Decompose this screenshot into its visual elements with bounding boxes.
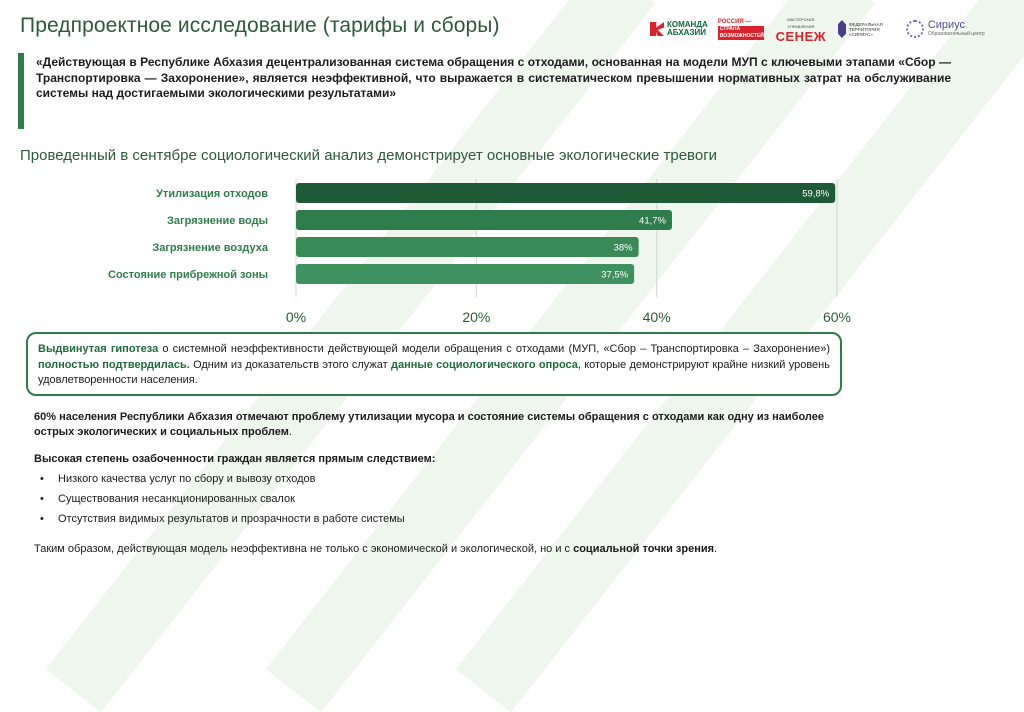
hypothesis-quote: «Действующая в Республике Абхазия децентрализованная система обращения с отходами, основанная на модели МУП с ключевыми этапами «Сбор — Транспортировка — Захоронение», является неэффективной, что выражается в систематическом превышении нормативных затрат на обслуживание системы над достигаемыми экологическими результатами» <box>36 55 951 100</box>
sirius-logo-text: Сириус <box>927 19 966 31</box>
reasons-list <box>34 473 634 526</box>
summary-tail: . <box>288 426 292 438</box>
section-subtitle: Проведенный в сентябре социологический анализ демонстрирует основные экологические тревоги <box>20 147 718 164</box>
hypothesis-callout-box <box>26 332 842 396</box>
komanda-logo-text: АБХАЗИИ <box>667 28 706 37</box>
data-label: 37,5% <box>601 269 629 281</box>
russia-logo-text: ВОЗМОЖНОСТЕЙ <box>719 32 764 39</box>
bar <box>296 210 672 230</box>
callout-highlight: данные социологического опроса <box>390 358 578 371</box>
reasons-title: Высокая степень озабоченности граждан является прямым следствием: <box>34 453 436 465</box>
list-item: • Низкого качества услуг по сбору и вывозу отходов <box>58 473 634 486</box>
x-tick-label: 0% <box>285 309 307 325</box>
callout-text: , которые демонстрируют крайне низкий уровень удовлетворенности населения. <box>38 358 830 386</box>
bar <box>296 264 634 284</box>
category-label: Загрязнение воды <box>167 215 268 227</box>
callout-highlight: Выдвинутая гипотеза <box>38 343 159 355</box>
senezh-logo-text: МАСТЕРСКАЯ УПРАВЛЕНИЯ <box>787 16 815 29</box>
conclusion-tail: . <box>714 543 718 555</box>
senezh-logo-text: СЕНЕЖ <box>775 28 826 44</box>
reasons-block <box>34 453 634 533</box>
data-label: 59,8% <box>802 188 830 200</box>
category-label: Состояние прибрежной зоны <box>108 269 268 281</box>
list-item: • Существования несанкционированных свалок <box>58 493 634 506</box>
callout-text: о системной неэффективности действующей модели обращения с отходами (МУП, «Сбор – Транспортировка – Захоронение») <box>158 343 830 355</box>
russia-logo-text: СТРАНА <box>718 26 764 33</box>
conclusion-bold: социальной точки зрения <box>573 543 715 555</box>
conclusion-lead: Таким образом, действующая модель неэффективна не только с экономической и экологической, но и с <box>34 543 574 555</box>
data-label: 41,7% <box>639 215 666 227</box>
x-tick-label: 40% <box>642 309 671 325</box>
russia-logo-text: РОССИЯ — <box>717 18 752 25</box>
x-tick-label: 20% <box>462 309 491 325</box>
list-item: • Отсутствия видимых результатов и прозрачности в работе системы <box>58 513 634 526</box>
callout-highlight: полностью подтвердилась. <box>38 358 190 371</box>
conclusion-text <box>34 543 834 555</box>
sirius-logo-subtext: Образовательный центр <box>927 31 985 37</box>
category-label: Утилизация отходов <box>156 188 268 200</box>
x-tick-label: 60% <box>822 309 852 325</box>
summary-bold-text: 60% населения Республики Абхазия отмечают проблему утилизации мусора и состояние системы обращения с отходами как одну из наиболее острых экологических и социальных проблем <box>34 411 824 438</box>
data-label: 38% <box>613 242 633 254</box>
category-label: Загрязнение воздуха <box>152 242 268 254</box>
callout-text: Одним из доказательств этого служат <box>189 358 391 371</box>
page-title: Предпроектное исследование (тарифы и сборы) <box>20 14 500 37</box>
federal-territory-logo-text: ФЕДЕРАЛЬНАЯ ТЕРРИТОРИЯ «СИРИУС» <box>849 21 883 37</box>
bar <box>296 183 835 203</box>
summary-statement <box>34 410 842 440</box>
komanda-logo-text: КОМАНДА <box>667 20 708 29</box>
bar <box>296 237 639 257</box>
